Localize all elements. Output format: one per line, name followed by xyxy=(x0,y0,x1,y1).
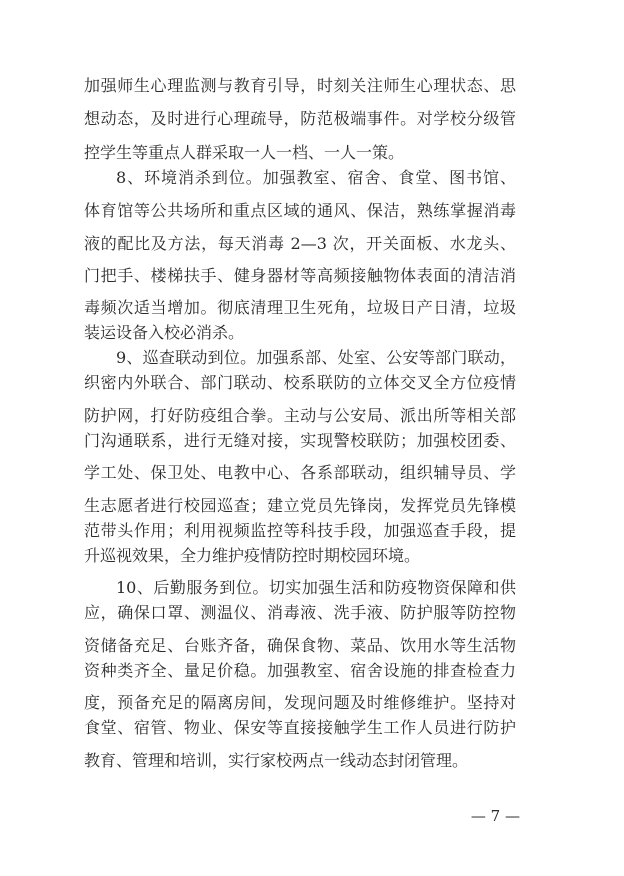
text-line: 防护网，打好防疫组合拳。主动与公安局、派出所等相关部 xyxy=(84,406,516,425)
text-line: 教育、管理和培训，实行家校两点一线动态封闭管理。 xyxy=(84,751,469,770)
text-line: 控学生等重点人群采取一人一档、一人一策。 xyxy=(84,143,405,162)
text-line: 范带头作用；利用视频监控等科技手段，加强巡查手段，提 xyxy=(84,521,516,540)
text-line: 9、巡查联动到位。加强系部、处室、公安等部门联动， xyxy=(116,348,516,367)
text-line: 10、后勤服务到位。切实加强生活和防疫物资保障和供 xyxy=(116,578,516,597)
text-line: 应，确保口罩、测温仪、消毒液、洗手液、防护服等防控物 xyxy=(84,603,516,622)
text-line: 液的配比及方法，每天消毒 2—3 次，开关面板、水龙头、 xyxy=(84,234,516,253)
text-line: 生志愿者进行校园巡查；建立党员先锋岗，发挥党员先锋模 xyxy=(84,496,516,515)
page-number: — 7 — xyxy=(470,807,520,825)
text-line: 加强师生心理监测与教育引导，时刻关注师生心理状态、思 xyxy=(84,76,516,95)
text-line: 资种类齐全、量足价稳。加强教室、宿舍设施的排查检查力 xyxy=(84,661,516,680)
text-line: 想动态，及时进行心理疏导，防范极端事件。对学校分级管 xyxy=(84,109,516,128)
text-line: 食堂、宿管、物业、保安等直接接触学生工作人员进行防护 xyxy=(84,718,516,737)
text-line: 装运设备入校必消杀。 xyxy=(84,323,245,342)
text-line: 度，预备充足的隔离房间，发现问题及时维修维护。坚持对 xyxy=(84,693,516,712)
text-line: 资储备充足、台账齐备，确保食物、菜品、饮用水等生活物 xyxy=(84,636,516,655)
text-line: 毒频次适当增加。彻底清理卫生死角，垃圾日产日清，垃圾 xyxy=(84,298,516,317)
text-line: 升巡视效果，全力维护疫情防控时期校园环境。 xyxy=(84,546,421,565)
text-line: 门把手、楼梯扶手、健身器材等高频接触物体表面的清洁消 xyxy=(84,266,516,285)
text-line: 体育馆等公共场所和重点区域的通风、保洁，熟练掌握消毒 xyxy=(84,201,516,220)
text-line: 学工处、保卫处、电教中心、各系部联动，组织辅导员、学 xyxy=(84,463,516,482)
text-line: 8、环境消杀到位。加强教室、宿舍、食堂、图书馆、 xyxy=(116,168,516,187)
text-line: 门沟通联系，进行无缝对接，实现警校联防；加强校团委、 xyxy=(84,431,516,450)
text-line: 织密内外联合、部门联动、校系联防的立体交叉全方位疫情 xyxy=(84,373,516,392)
